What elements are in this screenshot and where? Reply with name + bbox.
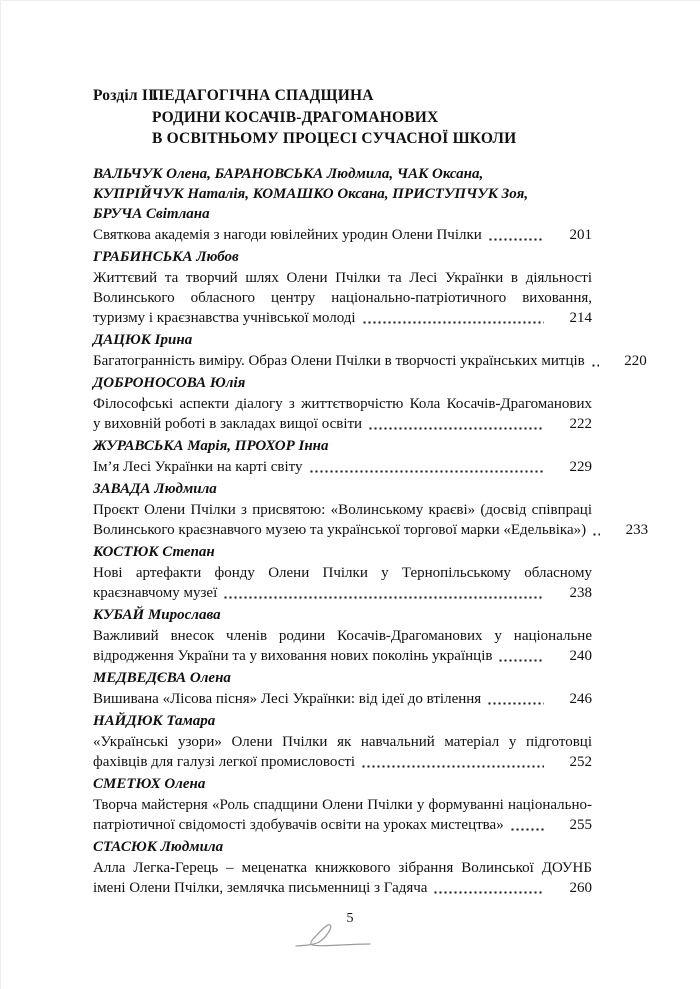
toc-title-last-line (93, 520, 649, 540)
toc-title-text: Волинського краєзнавчого музею та української торгової марки «Едельвіка») (93, 521, 587, 538)
toc-title-text: Святкова академія з нагоди ювілейних уродин Олени Пчілки (93, 226, 482, 243)
toc-entry-title (93, 500, 649, 540)
dot-leader (361, 765, 544, 768)
toc-entry (93, 373, 592, 434)
dot-leader (223, 596, 544, 599)
toc-entry-page-number: 238 (569, 584, 592, 601)
toc-author-line: КУПРІЙЧУК Наталія, КОМАШКО Оксана, ПРИСТУПЧУК Зоя, (93, 185, 529, 202)
toc-title-line: «Українські узори» Олени Пчілки як навчальний матеріал у підготовці (93, 733, 592, 750)
toc-title-line: Нові артефакти фонду Олени Пчілки у Тернопільському обласному (93, 564, 592, 581)
toc-entry (93, 774, 592, 835)
dot-leader (433, 891, 544, 894)
toc-entry-title (93, 732, 592, 772)
toc-author-line: ДОБРОНОСОВА Юлія (93, 374, 246, 391)
toc-entry-page-number: 201 (569, 226, 592, 243)
toc-title-text: фахівців для галузі легкої промисловості (93, 753, 356, 770)
toc-author-line: ДАЦЮК Ірина (93, 331, 193, 348)
toc-entry-authors (93, 373, 592, 393)
toc-author-line: СТАСЮК Людмила (93, 838, 224, 855)
toc-title-last-line (93, 308, 592, 328)
toc-entry-authors (93, 479, 592, 499)
toc-entry-title (93, 858, 592, 898)
toc-author-line: БРУЧА Світлана (93, 205, 210, 222)
toc-entry-title (93, 689, 592, 709)
toc-entry-authors (93, 774, 592, 794)
toc-entry-page-number: 222 (569, 415, 592, 432)
toc-author-line: СМЕТЮХ Олена (93, 775, 206, 792)
toc-title-text: у виховній роботі в закладах вищої освіти (93, 415, 363, 432)
toc-entry (93, 711, 592, 772)
toc-entry (93, 837, 592, 898)
toc-title-text: Вишивана «Лісова пісня» Лесі Українки: від ідеї до втілення (93, 690, 482, 707)
toc-entry-title (93, 563, 592, 603)
toc-title-text: Ім’я Лесі Українки на карті світу (93, 458, 303, 475)
toc-entry (93, 330, 647, 371)
toc-title-line: Волинського обласного центру національно-патріотичного виховання, (93, 289, 592, 306)
toc-entry-authors (93, 542, 592, 562)
toc-entry-page-number: 260 (569, 879, 592, 896)
toc-entry (93, 605, 592, 666)
chapter-heading-line-2: РОДИНИ КОСАЧІВ-ДРАГОМАНОВИХ (152, 108, 439, 126)
dot-leader (368, 427, 544, 430)
toc-entry-title (93, 795, 592, 835)
chapter-heading-text-1: ПЕДАГОГІЧНА СПАДЩИНА (152, 87, 374, 104)
chapter-heading-line-1 (93, 85, 592, 107)
toc-entry-title (93, 268, 592, 328)
toc-title-text: туризму і краєзнавства учнівської молоді (93, 309, 356, 326)
toc-title-last-line (93, 457, 592, 477)
chapter-label: Розділ II. (93, 87, 159, 104)
toc-list (93, 164, 649, 898)
toc-entry-page-number: 246 (569, 690, 592, 707)
toc-title-last-line (93, 583, 592, 603)
chapter-heading (93, 85, 592, 150)
toc-entry (93, 668, 592, 709)
toc-entry (93, 247, 592, 328)
toc-title-text: краєзнавчому музеї (93, 584, 218, 601)
toc-title-last-line (93, 351, 647, 371)
toc-author-line: ВАЛЬЧУК Олена, БАРАНОВСЬКА Людмила, ЧАК Оксана, (93, 165, 484, 182)
toc-title-line: Важливий внесок членів родини Косачів-Драгоманових у національне (93, 627, 592, 644)
toc-entry-authors (93, 711, 592, 731)
toc-title-line: Проєкт Олени Пчілки з присвятою: «Волинському краєві» (досвід співпраці (93, 501, 592, 518)
toc-entry-title (93, 225, 592, 245)
toc-author-line: НАЙДЮК Тамара (93, 712, 216, 729)
toc-entry-page-number: 220 (624, 352, 647, 369)
toc-entry-page-number: 214 (569, 309, 592, 326)
toc-title-last-line (93, 752, 592, 772)
toc-author-line: ЗАВАДА Людмила (93, 480, 217, 497)
toc-entry-authors (93, 330, 592, 350)
toc-author-line: КУБАЙ Мирослава (93, 606, 221, 623)
dot-leader (487, 702, 544, 705)
toc-title-last-line (93, 646, 592, 666)
toc-title-line: Філософські аспекти діалогу з життєтворчістю Кола Косачів-Драгоманових (93, 395, 592, 412)
dot-leader (488, 238, 544, 241)
footer-page-number: 5 (346, 911, 354, 926)
toc-title-text: патріотичної свідомості здобувачів освіти на уроках мистецтва» (93, 816, 504, 833)
toc-entry-page-number: 229 (569, 458, 592, 475)
toc-title-line: Творча майстерня «Роль спадщини Олени Пчілки у формуванні національно- (93, 796, 592, 813)
dot-leader (591, 364, 599, 367)
toc-entry-authors (93, 436, 592, 456)
dot-leader (592, 533, 600, 536)
toc-entry (93, 542, 592, 603)
toc-title-last-line (93, 225, 592, 245)
toc-author-line: КОСТЮК Степан (93, 543, 215, 560)
toc-entry-title (93, 626, 592, 666)
toc-entry-authors (93, 247, 592, 267)
toc-title-text: відродження України та у виховання нових поколінь українців (93, 647, 493, 664)
page-footer (0, 905, 700, 926)
toc-title-line: Життєвий та творчий шлях Олени Пчілки та Лесі Українки в діяльності (93, 269, 592, 286)
toc-author-line: ЖУРАВСЬКА Марія, ПРОХОР Інна (93, 437, 329, 454)
dot-leader (498, 659, 544, 662)
toc-entry (93, 479, 649, 540)
toc-title-last-line (93, 414, 592, 434)
toc-author-line: МЕДВЕДЄВА Олена (93, 669, 231, 686)
toc-title-text: імені Олени Пчілки, землячка письменниці з Гадяча (93, 879, 428, 896)
toc-title-text: Багатогранність виміру. Образ Олени Пчілки в творчості українських митців (93, 352, 585, 369)
toc-author-line: ГРАБИНСЬКА Любов (93, 248, 239, 265)
toc-entry-page-number: 252 (569, 753, 592, 770)
toc-entry (93, 164, 592, 245)
toc-entry-page-number: 233 (625, 521, 649, 538)
handwritten-pen-squiggle-icon (288, 913, 383, 949)
toc-entry (93, 436, 592, 477)
toc-entry-title (93, 394, 592, 434)
toc-entry-authors (93, 605, 592, 625)
toc-entry-authors (93, 837, 592, 857)
toc-entry-page-number: 255 (569, 816, 592, 833)
toc-title-last-line (93, 815, 592, 835)
toc-entry-authors (93, 164, 592, 224)
toc-title-last-line (93, 878, 592, 898)
toc-entry-title (93, 457, 592, 477)
dot-leader (510, 828, 544, 831)
dot-leader (309, 470, 544, 473)
toc-entry-authors (93, 668, 592, 688)
toc-entry-page-number: 240 (569, 647, 592, 664)
toc-entry-title (93, 351, 647, 371)
dot-leader (362, 321, 544, 324)
chapter-heading-line-3: В ОСВІТНЬОМУ ПРОЦЕСІ СУЧАСНОЇ ШКОЛИ (152, 130, 517, 147)
toc-title-last-line (93, 689, 592, 709)
toc-title-line: Алла Легка-Герець – меценатка книжкового зібрання Волинської ДОУНБ (93, 859, 592, 876)
